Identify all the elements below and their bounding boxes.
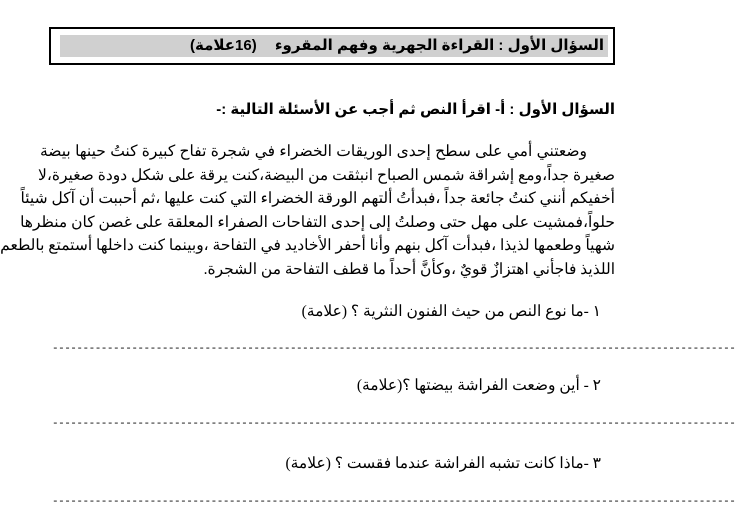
- reading-passage: [0, 140, 615, 281]
- passage-line: صغيرة جداً،ومع إشراقة شمس الصباح انبثقت من البيضة،كنت يرقة على شكل دودة صغيرة،لا: [38, 166, 615, 184]
- section-title-band: [60, 35, 608, 57]
- question-2: ٢ - أين وضعت الفراشة بيضتها ؟(علامة): [356, 377, 601, 394]
- answer-line-2[interactable]: ----------------------------------------------------------------------------------------------------------------: [52, 418, 735, 430]
- passage-line: شهياً وطعمها لذيذا ،فبدأت آكل بنهم وأنا أحفر الأخاديد في التفاحة ،وبينما كنت داخلها أستمتع بالطعم: [0, 237, 615, 254]
- answer-line-3[interactable]: ----------------------------------------------------------------------------------------------------------------: [52, 496, 735, 508]
- question-3: ٣ -ماذا كانت تشبه الفراشة عندما فقست ؟ (علامة): [285, 455, 601, 472]
- section-title: السؤال الأول : القراءة الجهرية وفهم المقروء: [274, 37, 604, 54]
- section-title-box: [49, 27, 615, 65]
- passage-line: اللذيذ فاجأني اهتزازٌ قويٌ ،وكأنَّ أحداً ما قطف التفاحة من الشجرة.: [203, 260, 615, 278]
- section-marks: (16علامة): [190, 37, 257, 54]
- question-instruction: السؤال الأول : أ- اقرأ النص ثم أجب عن الأسئلة التالية :-: [216, 101, 615, 118]
- answer-line-1[interactable]: ----------------------------------------------------------------------------------------------------------------: [52, 343, 735, 355]
- passage-line: حلواً،فمشيت على مهل حتى وصلتُ إلى إحدى التفاحات الصفراء المعلقة على غصن كان منظرها: [20, 213, 615, 231]
- passage-line: وضعتني أمي على سطح إحدى الوريقات الخضراء في شجرة تفاح كبيرة كنتُ حينها بيضة: [40, 143, 587, 160]
- question-1: ١ -ما نوع النص من حيث الفنون النثرية ؟ (علامة): [301, 303, 601, 320]
- passage-line: أخفيكم أنني كنتُ جائعة جداً ،فبدأتُ ألتهم الورقة الخضراء التي كنت عليها ،ثم أحببت أن آكل شيئاً: [20, 190, 615, 207]
